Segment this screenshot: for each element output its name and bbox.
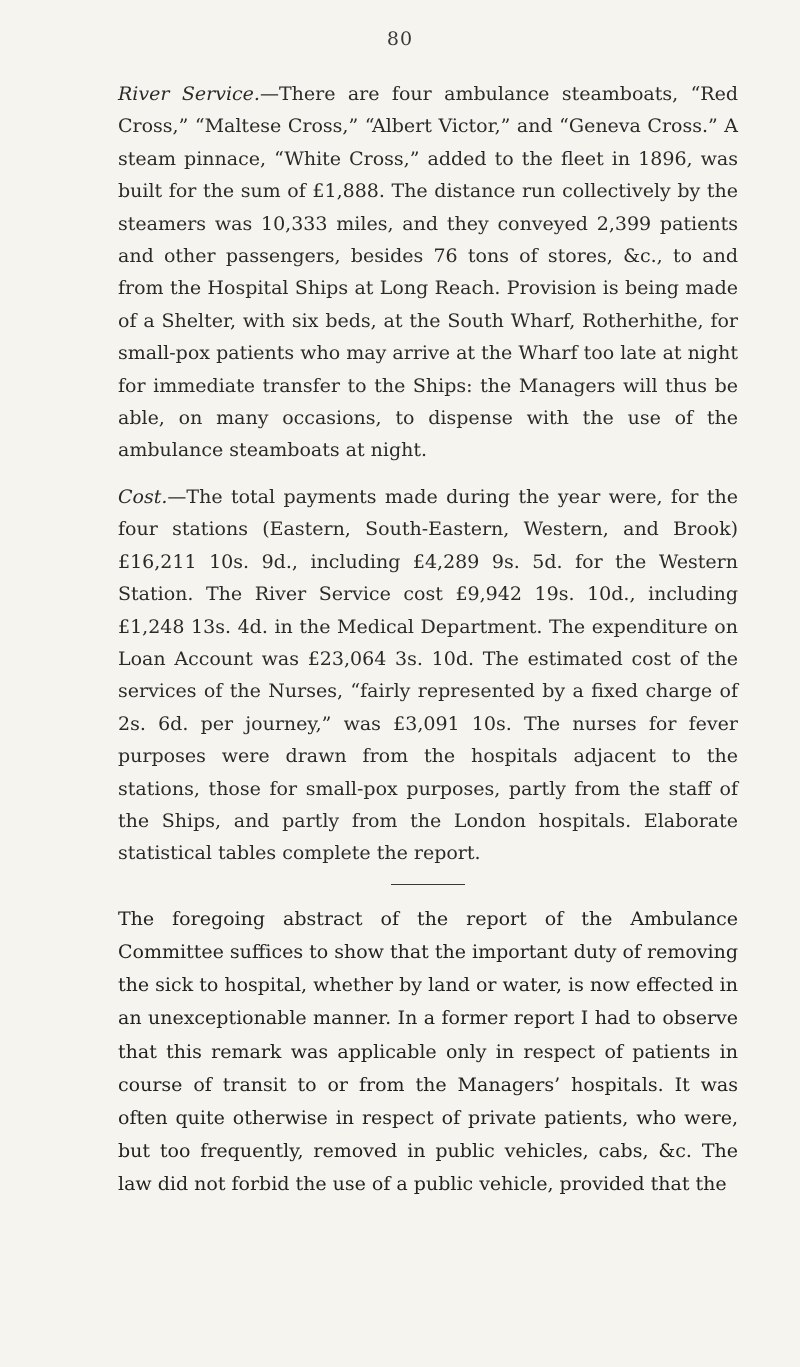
paragraph-text-foregoing: The foregoing abstract of the report of the Ambulance Committee suffices to show that the important duty of removing the sick to hospital, whether by land or water, is now effected in an unexceptionable manner. In a former report I had to observe that this remark was applicable only in respect of patients in course of transit to or from the Managers’ hospitals. It was often quite otherwise in respect of private patients, who were, but too frequently, removed in public vehicles, cabs, &c. The law did not forbid the use of a public vehicle, provided that the <box>118 907 738 1196</box>
paragraph-heading-cost: Cost. <box>118 485 168 508</box>
paragraph-foregoing <box>118 903 738 1202</box>
paragraph-river-service <box>118 78 738 467</box>
paragraph-heading-river-service: River Service. <box>118 83 260 105</box>
body-text <box>118 78 738 1216</box>
paragraph-text-cost: —The total payments made during the year were, for the four stations (Eastern, South-Eastern, Western, and Brook) £16,211 10s. 9d., including £4,289 9s. 5d. for the Western Station. The River Service cost £9,942 19s. 10d., including £1,248 13s. 4d. in the Medical Department. The expenditure on Loan Account was £23,064 3s. 10d. The estimated cost of the services of the Nurses, “fairly represented by a fixed charge of 2s. 6d. per journey,” was £3,091 10s. The nurses for fever purposes were drawn from the hospitals adjacent to the stations, those for small-pox purposes, partly from the staff of the Ships, and partly from the London hospitals. Elaborate statistical tables complete the report. <box>118 485 738 865</box>
section-divider <box>391 884 465 885</box>
paragraph-cost <box>118 481 738 870</box>
page-number: 80 <box>386 28 414 50</box>
paragraph-text-river-service: —There are four ambulance steamboats, “Red Cross,” “Maltese Cross,” “Albert Victor,” and “Geneva Cross.” A steam pinnace, “White Cross,” added to the fleet in 1896, was built for the sum of £1,888. The distance run collectively by the steamers was 10,333 miles, and they conveyed 2,399 patients and other passengers, besides 76 tons of stores, &c., to and from the Hospital Ships at Long Reach. Provision is being made of a Shelter, with six beds, at the South Wharf, Rotherhithe, for small-pox patients who may arrive at the Wharf too late at night for immediate transfer to the Ships: the Managers will thus be able, on many occasions, to dispense with the use of the ambulance steamboats at night. <box>118 83 739 462</box>
